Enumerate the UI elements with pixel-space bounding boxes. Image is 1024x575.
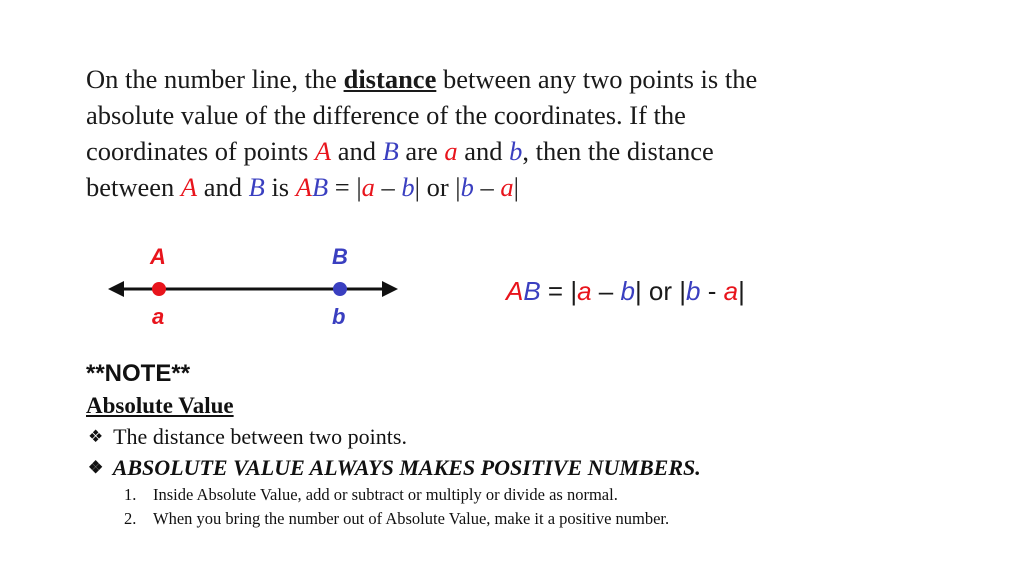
point-B: B bbox=[382, 136, 399, 166]
formula-b: b bbox=[620, 276, 635, 306]
text: | or | bbox=[634, 276, 687, 306]
coord-a: a bbox=[361, 172, 375, 202]
definition-line-2 bbox=[86, 97, 916, 133]
definition-line-1 bbox=[86, 61, 916, 97]
formula-a: a bbox=[577, 276, 592, 306]
definition-line-3 bbox=[86, 133, 916, 169]
point-B-label: B bbox=[332, 244, 348, 269]
coord-b-label: b bbox=[332, 304, 346, 329]
item-text: When you bring the number out of Absolute Value, make it a positive number. bbox=[153, 509, 670, 528]
text: coordinates of points bbox=[86, 136, 315, 166]
item-number: 1. bbox=[124, 485, 137, 504]
left-arrow-icon bbox=[108, 281, 124, 297]
point-A: A bbox=[314, 136, 332, 166]
bullet-item bbox=[88, 424, 407, 450]
number-line-diagram bbox=[104, 240, 404, 332]
formula-a: a bbox=[723, 276, 739, 306]
text: absolute value of the difference of the coordinates. If the bbox=[86, 100, 686, 130]
text: between any two points is the bbox=[436, 64, 758, 94]
coord-b: b bbox=[460, 172, 474, 202]
coord-a: a bbox=[444, 136, 458, 166]
text: | bbox=[738, 276, 745, 306]
diamond-cluster-icon: ❖ bbox=[88, 458, 104, 477]
definition-line-4 bbox=[86, 169, 916, 205]
right-arrow-icon bbox=[382, 281, 398, 297]
text: and bbox=[457, 136, 510, 166]
text: On the number line, the bbox=[86, 64, 344, 94]
distance-formula bbox=[506, 276, 745, 307]
text: are bbox=[398, 136, 445, 166]
point-B: B bbox=[248, 172, 265, 202]
numbered-item bbox=[124, 485, 618, 505]
absolute-value-heading: Absolute Value bbox=[86, 393, 234, 418]
segment-B: B bbox=[311, 172, 329, 202]
bullet-item bbox=[88, 455, 701, 481]
formula-B: B bbox=[523, 276, 541, 306]
text: – bbox=[374, 172, 402, 202]
formula-A: A bbox=[506, 276, 524, 306]
text: | or | bbox=[414, 172, 461, 202]
text: = | bbox=[328, 172, 362, 202]
text: and bbox=[197, 172, 249, 202]
item-text: Inside Absolute Value, add or subtract or multiply or divide as normal. bbox=[153, 485, 618, 504]
item-number: 2. bbox=[124, 509, 137, 528]
diamond-cluster-icon: ❖ bbox=[88, 427, 104, 446]
text: - bbox=[700, 276, 724, 306]
note-heading: **NOTE** bbox=[86, 360, 191, 387]
text: and bbox=[331, 136, 383, 166]
coord-a: a bbox=[500, 172, 514, 202]
number-line-graphic bbox=[104, 240, 404, 332]
segment-A: A bbox=[295, 172, 312, 202]
text: is bbox=[264, 172, 296, 202]
distance-keyword: distance bbox=[343, 64, 437, 94]
point-A-label: A bbox=[150, 244, 166, 269]
text: = | bbox=[540, 276, 578, 306]
text: | bbox=[513, 172, 519, 202]
text: , then the distance bbox=[522, 136, 714, 166]
text: between bbox=[86, 172, 181, 202]
point-A: A bbox=[180, 172, 198, 202]
numbered-item bbox=[124, 509, 669, 529]
point-B-dot bbox=[333, 282, 347, 296]
text: – bbox=[473, 172, 501, 202]
coord-b: b bbox=[401, 172, 415, 202]
coord-a-label: a bbox=[152, 304, 165, 329]
definition-paragraph bbox=[86, 61, 916, 205]
bullet-text: The distance between two points. bbox=[113, 424, 407, 449]
coord-b: b bbox=[509, 136, 523, 166]
text: – bbox=[591, 276, 621, 306]
bullet-text: ABSOLUTE VALUE ALWAYS MAKES POSITIVE NUMBERS. bbox=[112, 455, 701, 480]
point-A-dot bbox=[152, 282, 166, 296]
formula-b: b bbox=[686, 276, 701, 306]
